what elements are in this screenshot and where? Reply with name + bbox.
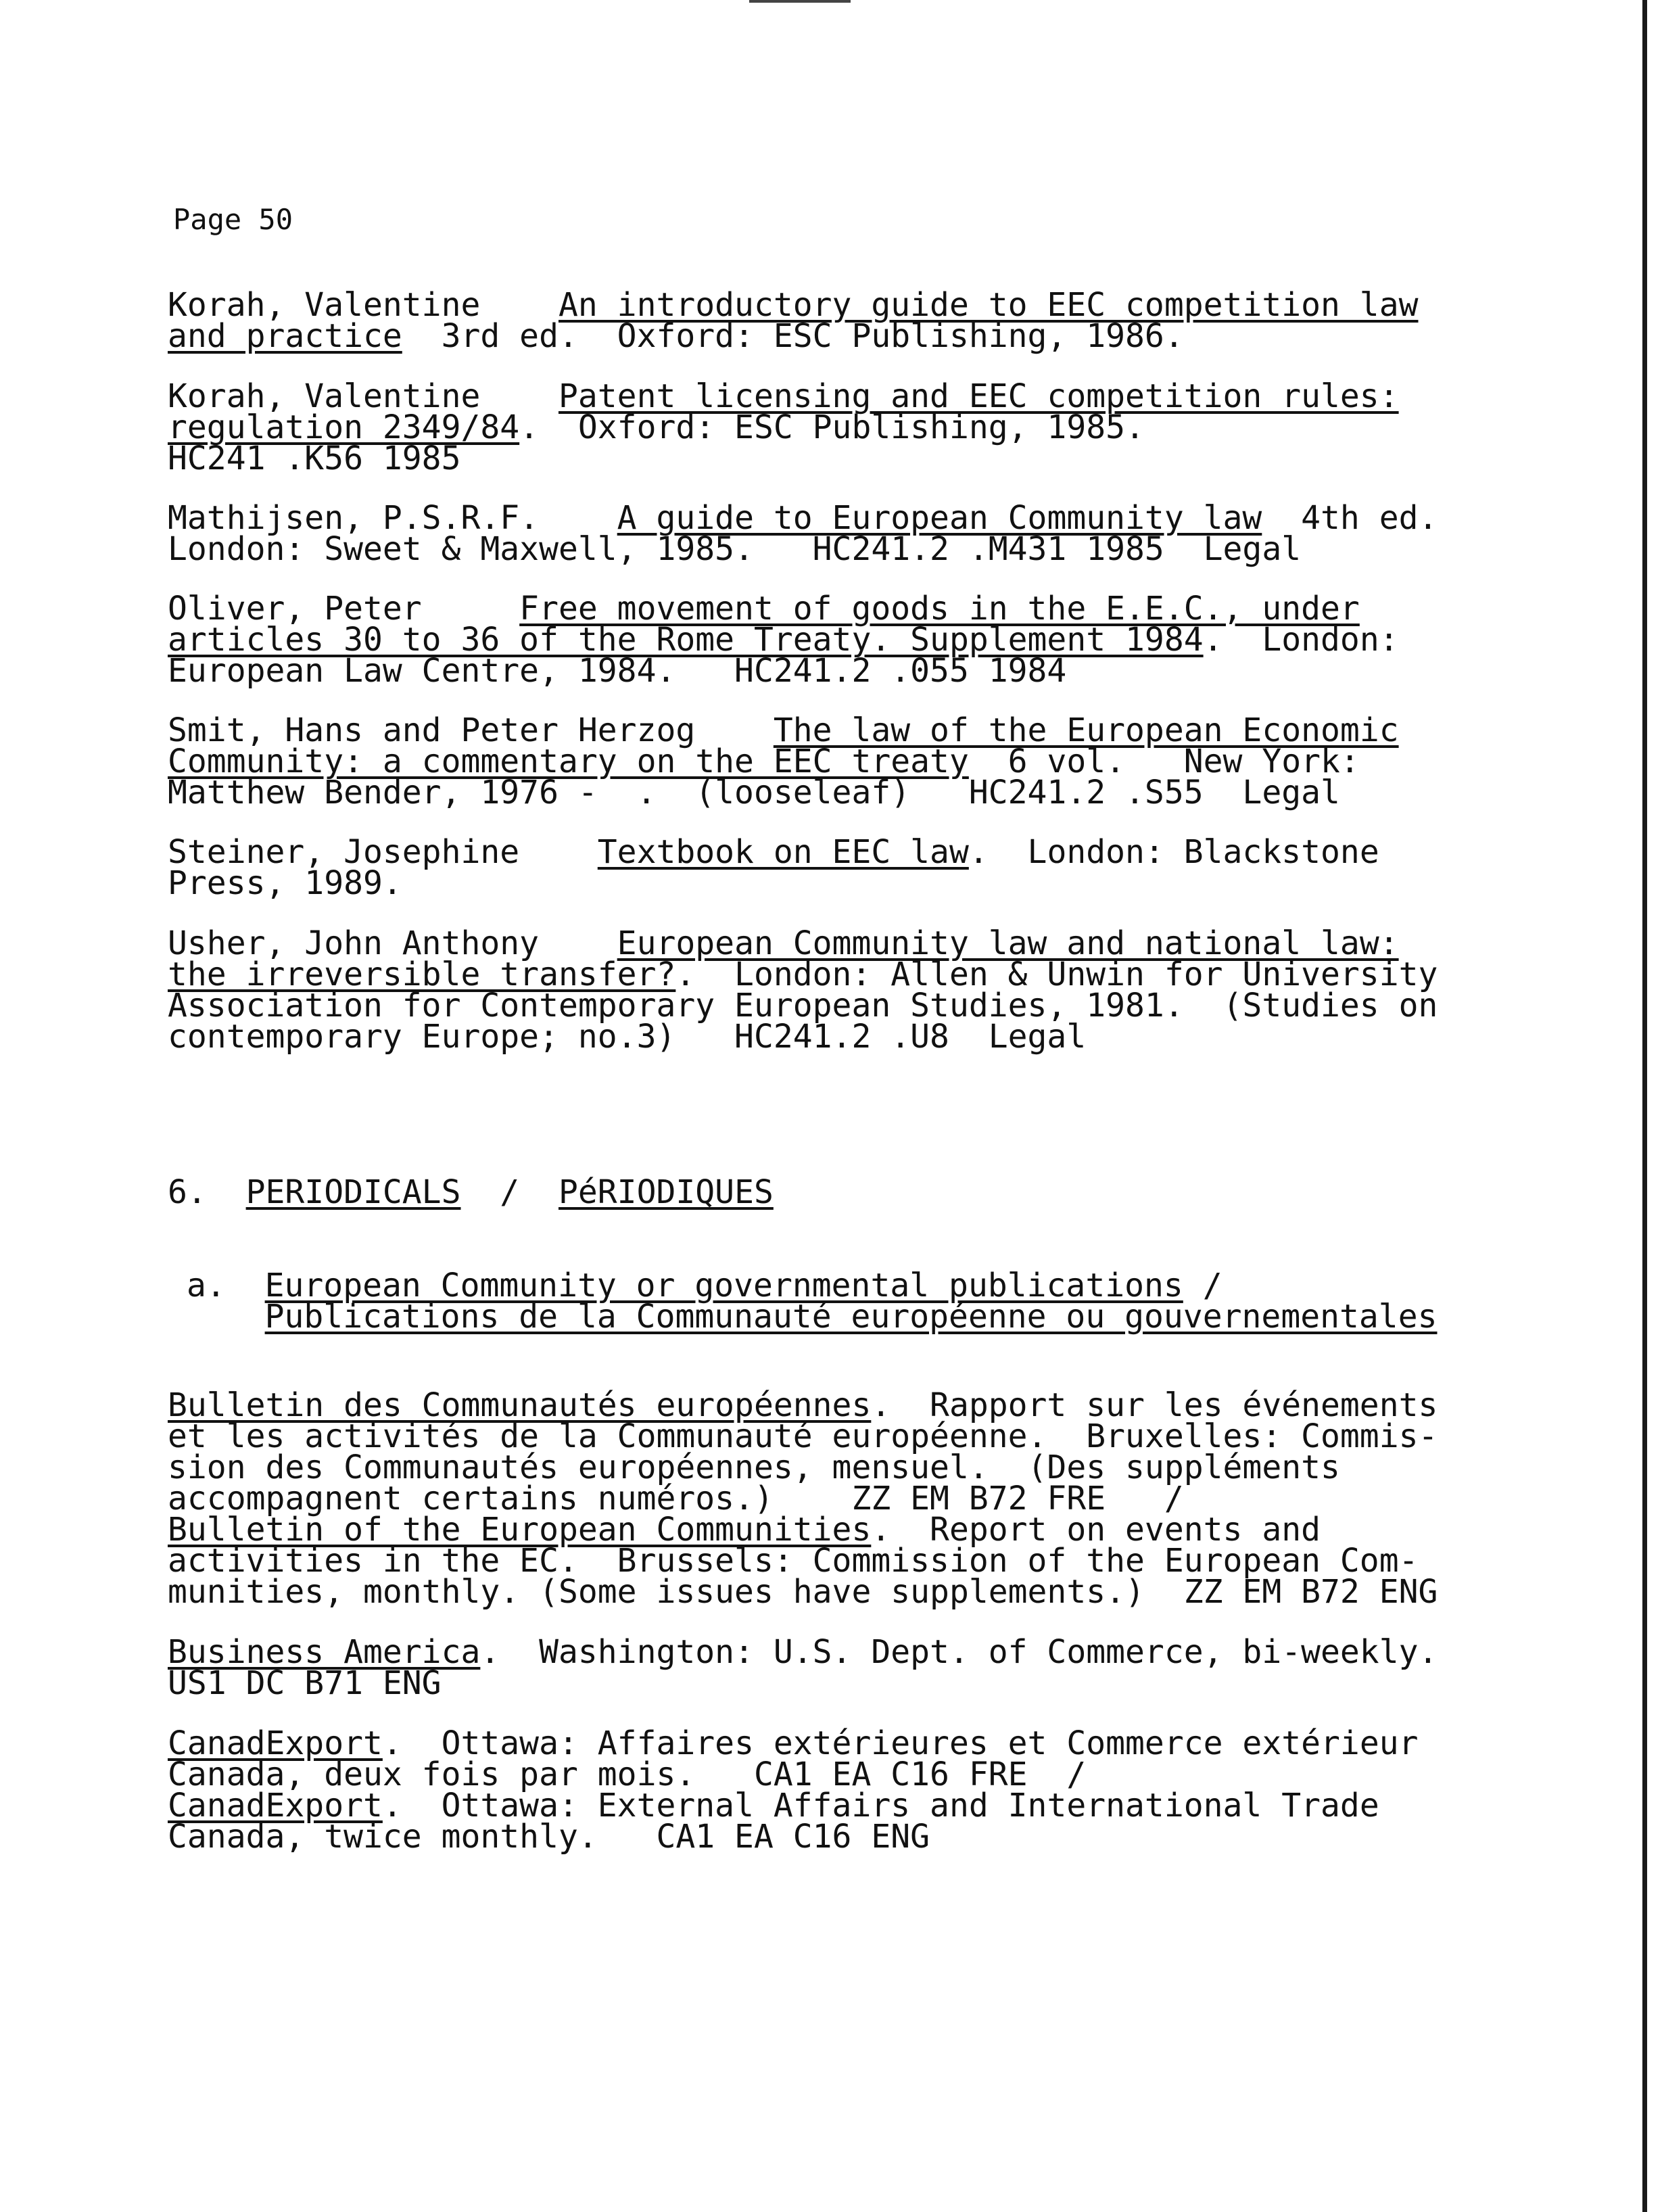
section-title-fr: PéRIODIQUES (558, 1173, 774, 1211)
entry-title: Community: a commentary on the EEC treaty (168, 743, 969, 780)
entry-details: European Law Centre, 1984. HC241.2 .055 1984 (168, 652, 1067, 690)
entry-title: regulation 2349/84 (168, 408, 520, 446)
entry-title: Textbook on EEC law (597, 833, 969, 871)
periodical-details: . Rapport sur les événements (871, 1386, 1438, 1424)
entry-author: Korah, Valentine (168, 286, 559, 324)
entry-author: Smit, Hans and Peter Herzog (168, 711, 774, 749)
entry-details: . London: Allen & Unwin for University (675, 956, 1438, 993)
subsection-letter: a. (187, 1267, 226, 1304)
entry-details: Matthew Bender, 1976 - . (looseleaf) HC241.2 .S55 Legal (168, 774, 1340, 811)
entry-author: Usher, John Anthony (168, 924, 617, 962)
subsection-title-fr: Publications de la Communauté européenne ou gouvernementales (264, 1298, 1438, 1336)
subsection-title-en: European Community or governmental publications (264, 1267, 1183, 1304)
entry-details: 3rd ed. Oxford: ESC Publishing, 1986. (402, 317, 1184, 355)
periodical-title: Bulletin of the European Communities (168, 1511, 872, 1549)
periodical-title: Business America (168, 1633, 481, 1671)
periodical-details: accompagnent certains numéros.) ZZ EM B72 FRE / (168, 1480, 1184, 1517)
section-separator: / (500, 1173, 520, 1211)
entry-title: Patent licensing and EEC competition rules: (558, 377, 1399, 415)
entry-title: and practice (168, 317, 402, 355)
entry-title: articles 30 to 36 of the Rome Treaty. Supplement 1984 (168, 621, 1204, 659)
bibliography-entry (168, 286, 1554, 355)
periodical-details: sion des Communautés européennes, mensuel. (Des suppléments (168, 1449, 1340, 1486)
periodical-details: activities in the EC. Brussels: Commission of the European Com- (168, 1542, 1419, 1580)
periodical-title: CanadExport (168, 1787, 383, 1825)
scan-artifact (749, 0, 851, 3)
bibliography-entry (168, 590, 1554, 690)
periodical-entry (168, 1386, 1554, 1611)
entry-details: . Oxford: ESC Publishing, 1985. (519, 408, 1145, 446)
periodical-details: et les activités de la Communauté européenne. Bruxelles: Commis- (168, 1417, 1438, 1455)
page-edge-shadow (1642, 0, 1647, 2212)
periodical-entry (168, 1633, 1554, 1702)
periodical-details: . Ottawa: External Affairs and International Trade (382, 1787, 1379, 1825)
bibliography-entry (168, 833, 1554, 902)
entry-title: Free movement of goods in the E.E.C., under (519, 590, 1360, 628)
periodical-details: . Ottawa: Affaires extérieures et Commerce extérieur (382, 1724, 1419, 1762)
entry-details: Press, 1989. (168, 864, 402, 902)
page-number: Page 50 (173, 203, 293, 236)
periodical-title: Bulletin des Communautés européennes (168, 1386, 872, 1424)
entry-author: Mathijsen, P.S.R.F. (168, 499, 617, 537)
periodical-details: . Report on events and (871, 1511, 1321, 1549)
bibliography-entry (168, 499, 1554, 568)
periodical-details: Canada, deux fois par mois. CA1 EA C16 FRE / (168, 1756, 1087, 1793)
entry-title: An introductory guide to EEC competition law (558, 286, 1419, 324)
bibliography-entry (168, 711, 1554, 811)
bibliography-entry (168, 924, 1554, 1056)
entry-title: European Community law and national law: (617, 924, 1399, 962)
entry-author: Oliver, Peter (168, 590, 520, 628)
entry-details: Association for Contemporary European Studies, 1981. (Studies on (168, 987, 1438, 1025)
entry-edition: 4th ed. (1262, 499, 1438, 537)
periodical-details: munities, monthly. (Some issues have supplements.) ZZ EM B72 ENG (168, 1573, 1438, 1611)
entry-details: 6 vol. New York: (968, 743, 1360, 780)
section-number: 6. (168, 1173, 207, 1211)
entry-title: The law of the European Economic (773, 711, 1399, 749)
periodical-details: US1 DC B71 ENG (168, 1664, 442, 1702)
periodical-entry (168, 1724, 1554, 1856)
entry-author: Steiner, Josephine (168, 833, 598, 871)
entry-details: contemporary Europe; no.3) HC241.2 .U8 Legal (168, 1018, 1087, 1056)
section-title-en: PERIODICALS (245, 1173, 461, 1211)
bibliography-entry (168, 377, 1554, 477)
subsection-separator: / (1183, 1267, 1222, 1304)
periodical-title: CanadExport (168, 1724, 383, 1762)
entry-details: . London: Blackstone (968, 833, 1379, 871)
entry-details: London: Sweet & Maxwell, 1985. HC241.2 .M431 1985 Legal (168, 530, 1302, 568)
periodical-details: . Washington: U.S. Dept. of Commerce, bi-weekly. (480, 1633, 1438, 1671)
entry-title: A guide to European Community law (617, 499, 1262, 537)
section-heading (168, 1175, 774, 1209)
entry-details: . London: (1203, 621, 1399, 659)
entry-title: the irreversible transfer? (168, 956, 676, 993)
entry-callnumber: HC241 .K56 1985 (168, 440, 461, 477)
periodical-details: Canada, twice monthly. CA1 EA C16 ENG (168, 1818, 930, 1856)
subsection-heading (187, 1267, 1438, 1336)
entry-author: Korah, Valentine (168, 377, 559, 415)
